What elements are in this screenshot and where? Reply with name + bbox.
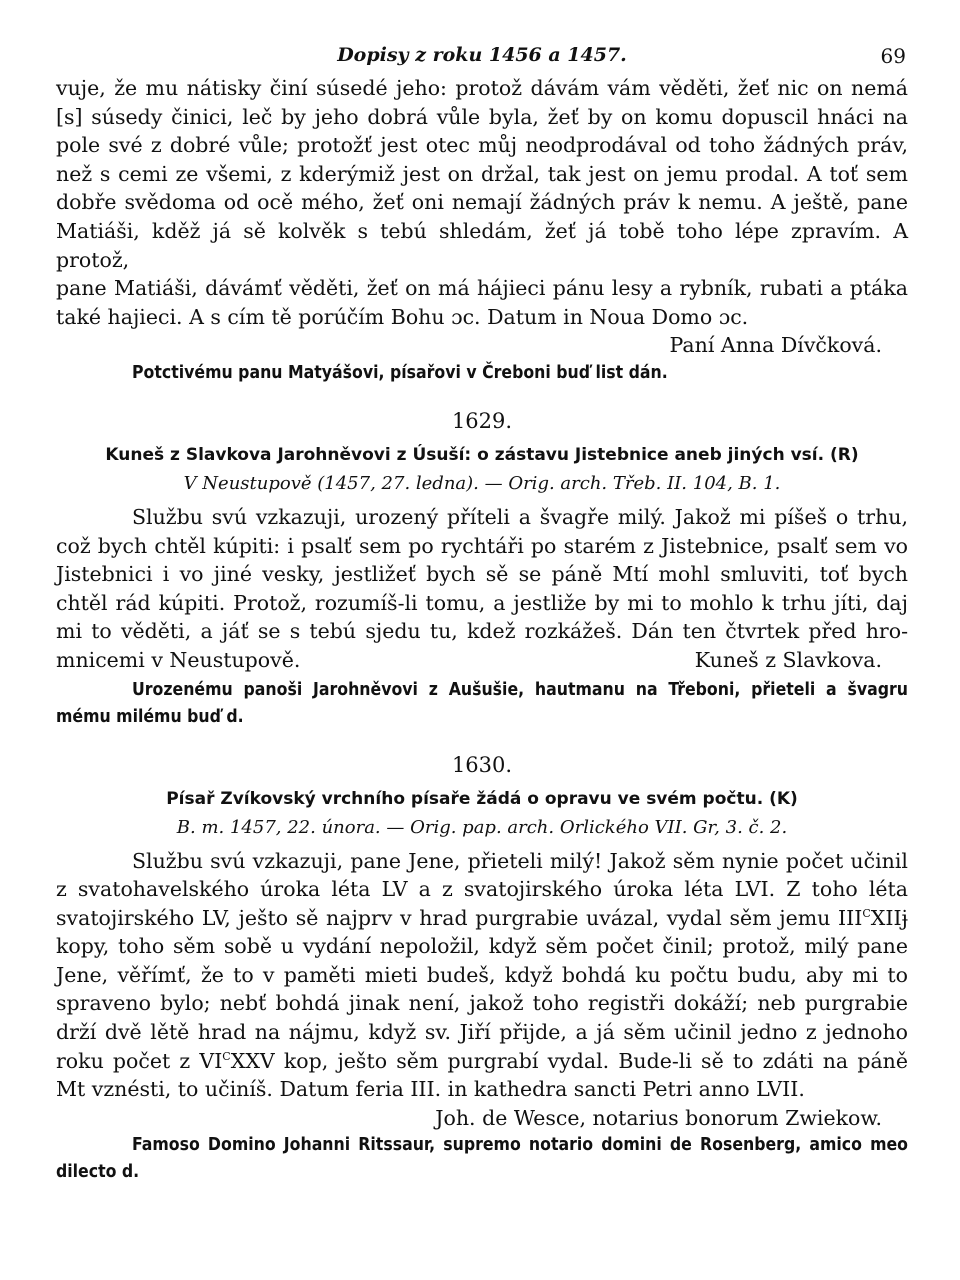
document-title: Písař Zvíkovský vrchního písaře žádá o opravu ve svém počtu. (K) [166,788,798,809]
address-line: Potctivému panu Matyášovi, písařovi v Čreboni buď list dán. [132,362,668,383]
text-line [56,1047,908,1076]
document-source: B. m. 1457, 22. února. — Orig. pap. arch. Orlického VII. Gr, 3. č. 2. [176,816,788,838]
letter-address [56,360,908,387]
text-segment: XXV kop, ješto sěm purgrabí vydal. Bude-li sě to zdáti na páně [230,1048,908,1073]
text-line [56,904,908,933]
document-source: V Neustupově (1457, 27. ledna). — Orig. arch. Třeb. II. 104, B. 1. [183,472,781,494]
address-line: dilecto d. [56,1162,140,1183]
letter-signature: Kuneš z Slavkova. [694,647,882,672]
address-line: mému milému buď d. [56,706,244,727]
text-line: mi to věděti, a jáť se s tebú sjedu tu, kdež rozkážeš. Dán ten čtvrtek před hro- [56,619,908,644]
superscript: C [222,1049,231,1063]
text-line: pane Matiáši, dávámť věděti, žeť on má hájieci pánu lesy a rybník, rubati a ptáka [56,276,908,301]
running-title: Dopisy z roku 1456 a 1457. [337,44,627,66]
letter-signature: Paní Anna Dívčková. [669,333,882,358]
text-line: Službu svú vzkazuji, pane Jene, přieteli milý! Jakož sěm nynie počet učinil [132,848,908,873]
superscript: C [862,906,871,920]
page-number: 69 [880,44,906,68]
book-page [56,40,908,1186]
address-line: Urozenému panoši Jarohněvovi z Aušušie, hautmanu na Třeboni, přieteli a švagru [132,679,908,700]
text-line: Mt vznésti, to učiníš. Datum feria III. in kathedra sancti Petri anno LVII. [56,1077,805,1102]
text-segment: roku počet z VI [56,1048,223,1073]
text-line: Jene, věřímť, že to v paměti mieti budeš, když bohdá ku počtu budu, aby mi to [56,962,908,987]
text-line: drží dvě lětě hrad na nájmu, když sv. Jiří přijde, a já sěm učinil jedno z jednoho [56,1020,908,1045]
document-number: 1629. [451,408,513,433]
text-line: [s] súsedy činici, leč by jeho dobrá vůle byla, žeť by on komu dopuscil hnáci na [56,104,908,129]
text-line: z svatohavelského úroka léta LV a z svatojirského úroka léta LVI. Z toho léta [56,877,908,902]
text-line: kopy, toho sěm sobě u vydání nepoložil, když sěm počet činil; protož, milý pane [56,934,908,959]
document-number: 1630. [451,752,513,777]
text-line: vuje, že mu nátisky činí súsedé jeho: protož dávám vám věděti, žeť nic on nemá [56,76,908,100]
document-title: Kuneš z Slavkova Jarohněvovi z Úsuší: o zástavu Jistebnice aneb jiných vsí. (R) [105,444,859,465]
text-line: chtěl rád kúpiti. Protož, rozumíš-li tomu, a jestliže by mi to mohlo k trhu jíti, daj [56,590,908,615]
text-segment: XIIɉ [870,905,908,930]
text-line: Matiáši, kděž já sě kolvěk s tebú shledám, žeť já tobě toho lépe zpravím. A protož, [56,218,908,272]
address-line: Famoso Domino Johanni Ritssaur, supremo notario domini de Rosenberg, amico meo [132,1135,908,1156]
text-line: spraveno bylo; nebť bohdá jinak není, jakož toho registři dokáží; neb purgrabie [56,991,908,1016]
text-segment: svatojirského LV, ješto sě najprv v hrad purgrabie uvázal, vydal sěm jemu III [56,905,863,930]
letter-body [56,503,908,646]
text-line: což bych chtěl kúpiti: i psalť sem po rychtáři po starém z Jistebnice, psalť sem vo [56,533,908,558]
letter-body [56,847,908,1104]
closing-line [56,646,908,675]
page-header [56,40,908,74]
text-line: také hajieci. A s cím tě porúčím Bohu ɔc. Datum in Noua Domo ɔc. [56,304,749,329]
text-line: dobře svědoma od ocě mého, žeť oni nemají žádných práv k nemu. A ještě, pane [56,190,908,215]
letter-address [56,1132,908,1186]
letter-signature: Joh. de Wesce, notarius bonorum Zwiekow. [435,1105,882,1130]
text-line: než s cemi ze všemi, z kderýmiž jest on držal, tak jest on jemu prodal. A toť sem [56,161,908,186]
letter-continuation [56,74,908,331]
text-line: Jistebnici i vo jiné vesky, jestližeť bych sě se páně Mtí mohl smluviti, toť bych [56,562,908,587]
text-line: Službu svú vzkazuji, urozený příteli a švagře milý. Jakož mi píšeš o trhu, [132,504,908,529]
letter-address [56,677,908,731]
text-line: pole své z dobré vůle; protožť jest otec můj neodprodával od toho žádných práv, [56,133,908,158]
text-line: mnicemi v Neustupově. [56,647,301,672]
